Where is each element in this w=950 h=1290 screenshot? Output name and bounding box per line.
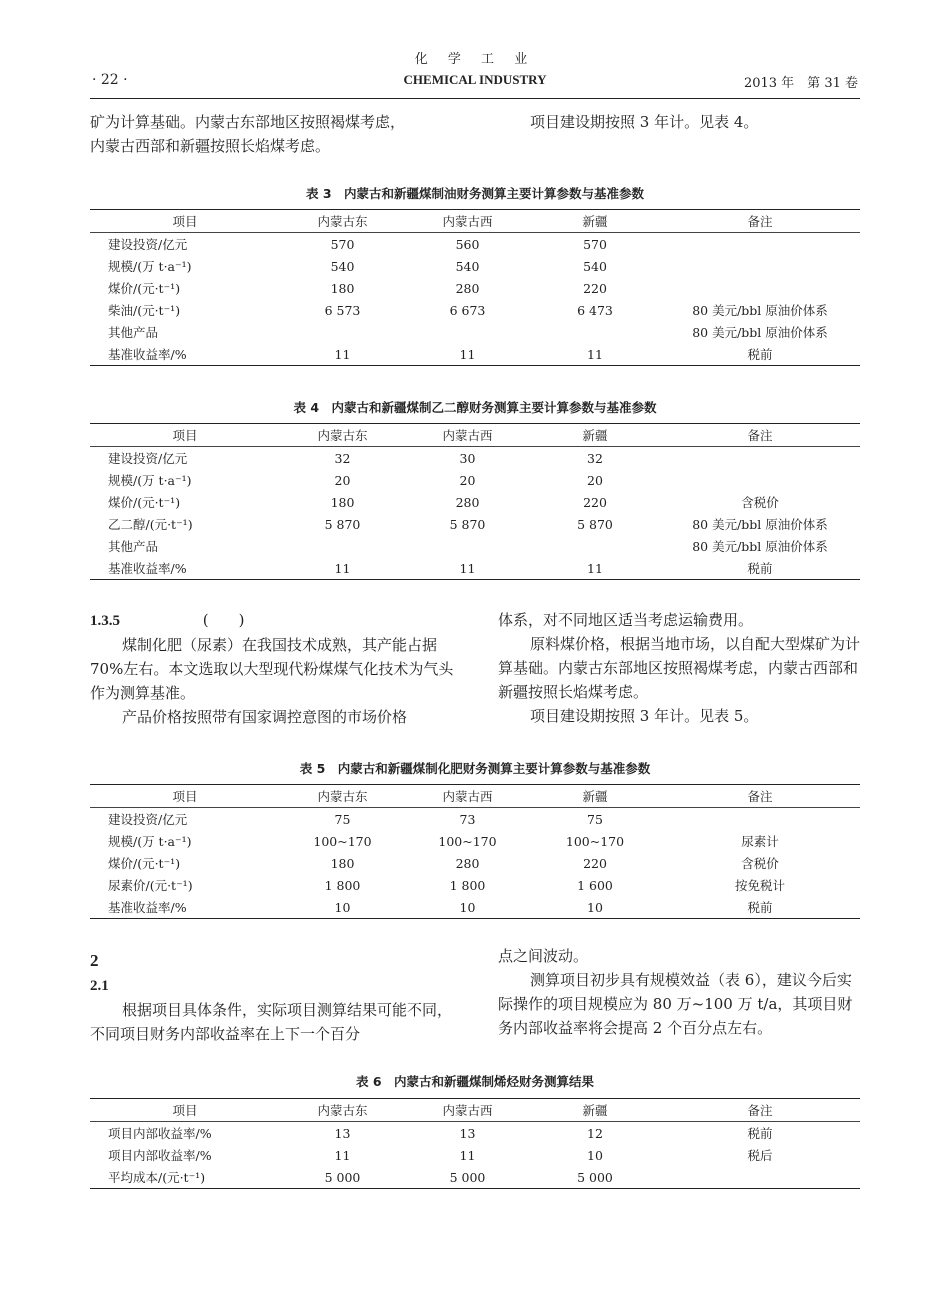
col-header: 项目 — [90, 210, 280, 233]
table-cell: 11 — [280, 343, 405, 366]
table-cell: 规模/(万 t·a⁻¹) — [108, 259, 192, 274]
table-cell: 按免税计 — [734, 878, 785, 893]
table-row — [90, 535, 860, 557]
table-cell: 税前 — [747, 1126, 773, 1141]
table-cell: 540 — [455, 258, 480, 274]
table-cell: 煤价/(元·t⁻¹) — [108, 495, 181, 510]
table-cell: 5 870 — [324, 516, 361, 532]
table5-caption: 表 5 内蒙古和新疆煤制化肥财务测算主要计算参数与基准参数 — [299, 761, 651, 776]
table-row — [90, 1166, 860, 1189]
table-cell: 80 美元/bbl 原油价体系 — [692, 539, 828, 554]
table-cell: 75 — [587, 811, 603, 827]
table-cell: 180 — [330, 280, 355, 296]
table-cell: 税前 — [660, 896, 860, 919]
table-row — [90, 852, 860, 874]
table-cell — [280, 321, 405, 343]
table-row — [90, 830, 860, 852]
table-cell: 项目内部收益率/% — [108, 1148, 212, 1163]
table-row — [90, 299, 860, 321]
table-cell: 柴油/(元·t⁻¹) — [108, 303, 181, 318]
table-cell: 13 — [459, 1125, 476, 1141]
table-row — [90, 491, 860, 513]
top-right-text: 项目建设期按照 3 年计。见表 4。 — [530, 113, 759, 131]
table-cell: 含税价 — [741, 495, 779, 510]
table-cell: 6 573 — [324, 302, 361, 318]
table-cell: 其他产品 — [108, 539, 159, 554]
paragraph: 原料煤价格，根据当地市场，以自配大型煤矿为计算基础。内蒙古东部地区按照褐煤考虑，内蒙古西部和新疆按照长焰煤考虑。 — [498, 635, 861, 701]
table5 — [90, 784, 860, 919]
col-header: 内蒙古东 — [280, 1099, 405, 1122]
table-cell — [405, 535, 530, 557]
paragraph: 测算项目初步具有规模效益（表 6），建议今后实际操作的项目规模应为 80 万~100 万 t/a，其项目财务内部收益率将会提高 2 个百分点左右。 — [498, 971, 853, 1037]
table-cell: 其他产品 — [108, 325, 159, 340]
table-cell: 规模/(万 t·a⁻¹) — [108, 473, 192, 488]
table-cell: 税前 — [660, 557, 860, 580]
table-cell: 10 — [405, 896, 530, 919]
journal-title-en: CHEMICAL INDUSTRY — [403, 72, 547, 87]
issue-info: 2013 年 第 31 卷 — [743, 76, 858, 91]
section-1-3-5-right — [498, 608, 860, 728]
table-cell: 建设投资/亿元 — [108, 237, 188, 252]
table-row — [90, 255, 860, 277]
table-cell: 含税价 — [741, 856, 779, 871]
table-cell: 平均成本/(元·t⁻¹) — [108, 1170, 206, 1185]
table6-caption: 表 6 内蒙古和新疆煤制烯烃财务测算结果 — [355, 1074, 595, 1089]
section-2-right — [498, 944, 860, 1040]
table-cell: 30 — [459, 450, 476, 466]
col-header: 内蒙古东 — [280, 210, 405, 233]
table-cell: 基准收益率/% — [108, 561, 187, 576]
table-cell: 基准收益率/% — [108, 900, 187, 915]
table-cell: 80 美元/bbl 原油价体系 — [692, 303, 828, 318]
table3 — [90, 209, 860, 366]
table-cell: 220 — [583, 280, 607, 296]
table-cell: 5 870 — [577, 516, 613, 532]
table-cell — [530, 535, 660, 557]
table-cell: 6 673 — [449, 302, 486, 318]
table-cell — [660, 1166, 860, 1189]
table-cell: 13 — [334, 1125, 351, 1141]
col-header: 新疆 — [530, 785, 660, 808]
section-heading — [90, 608, 460, 633]
table-cell: 6 473 — [577, 302, 613, 318]
section-title: ( ) — [202, 611, 245, 629]
table-cell: 建设投资/亿元 — [108, 451, 188, 466]
section-number: 1.3.5 — [90, 613, 120, 629]
table-cell: 5 870 — [449, 516, 486, 532]
table-row — [90, 447, 860, 470]
section-2-left — [90, 948, 460, 1046]
table-cell: 1 600 — [577, 877, 613, 893]
col-header: 内蒙古西 — [405, 424, 530, 447]
table-row — [90, 1122, 860, 1145]
table-row — [90, 808, 860, 831]
col-header: 内蒙古西 — [405, 1099, 530, 1122]
table-cell: 10 — [530, 896, 660, 919]
col-header: 项目 — [90, 1099, 280, 1122]
table-header-row — [90, 210, 860, 233]
table-cell: 11 — [334, 1147, 351, 1163]
table-cell: 1 800 — [449, 877, 486, 893]
table-cell: 5 000 — [405, 1166, 530, 1189]
section-1-3-5-left — [90, 608, 460, 729]
table-cell — [660, 808, 860, 831]
table-cell: 税后 — [747, 1148, 773, 1163]
table3-caption: 表 3 内蒙古和新疆煤制油财务测算主要计算参数与基准参数 — [305, 186, 645, 201]
col-header: 内蒙古西 — [405, 785, 530, 808]
table-row — [90, 1144, 860, 1166]
table-row — [90, 343, 860, 366]
table-cell — [660, 447, 860, 470]
table-cell: 20 — [334, 472, 351, 488]
table-cell: 220 — [583, 494, 607, 510]
table-cell: 100~170 — [438, 833, 497, 849]
table-cell — [660, 277, 860, 299]
table-cell: 乙二醇/(元·t⁻¹) — [108, 517, 193, 532]
table-cell: 11 — [405, 557, 530, 580]
col-header: 内蒙古西 — [405, 210, 530, 233]
table-cell: 180 — [330, 855, 355, 871]
paragraph: 点之间波动。 — [498, 947, 589, 965]
table-row — [90, 233, 860, 256]
table-cell: 20 — [587, 472, 603, 488]
table-cell: 项目内部收益率/% — [108, 1126, 212, 1141]
text-line: 内蒙古西部和新疆按照长焰煤考虑。 — [90, 137, 331, 155]
table4 — [90, 423, 860, 580]
table-cell: 煤价/(元·t⁻¹) — [108, 281, 181, 296]
paragraph: 煤制化肥（尿素）在我国技术成熟，其产能占据 70%左右。本文选取以大型现代粉煤煤气化技术为气头作为测算基准。 — [90, 636, 454, 702]
table-header-row — [90, 785, 860, 808]
table-cell: 10 — [587, 1147, 603, 1163]
table-cell: 570 — [583, 236, 607, 252]
table-cell: 280 — [455, 280, 480, 296]
table-cell: 73 — [459, 811, 476, 827]
table-cell: 540 — [583, 258, 607, 274]
table-row — [90, 896, 860, 919]
subsection-number: 2.1 — [90, 978, 109, 994]
table-cell: 规模/(万 t·a⁻¹) — [108, 834, 192, 849]
table-cell — [660, 469, 860, 491]
table-cell: 80 美元/bbl 原油价体系 — [692, 325, 828, 340]
table-cell: 280 — [455, 855, 480, 871]
table-cell — [280, 535, 405, 557]
table-cell: 基准收益率/% — [108, 347, 187, 362]
table-cell: 100~170 — [565, 833, 625, 849]
table-cell: 20 — [459, 472, 476, 488]
journal-title-cn: 化 学 工 业 — [414, 52, 536, 67]
table-cell: 560 — [455, 236, 480, 252]
col-header: 新疆 — [530, 424, 660, 447]
col-header: 内蒙古东 — [280, 424, 405, 447]
table-cell: 100~170 — [313, 833, 372, 849]
table-row — [90, 321, 860, 343]
col-header: 内蒙古东 — [280, 785, 405, 808]
table-cell: 570 — [330, 236, 355, 252]
table-cell — [405, 321, 530, 343]
table-cell: 煤价/(元·t⁻¹) — [108, 856, 181, 871]
text-line: 矿为计算基础。内蒙古东部地区按照褐煤考虑， — [90, 113, 406, 131]
paragraph: 根据项目具体条件，实际项目测算结果可能不同，不同项目财务内部收益率在上下一个百分 — [90, 1001, 453, 1043]
col-header: 备注 — [660, 785, 860, 808]
col-header: 项目 — [90, 424, 280, 447]
top-left-text — [90, 110, 460, 158]
table-cell: 32 — [587, 450, 603, 466]
header-rule — [90, 98, 860, 99]
table-row — [90, 277, 860, 299]
table-cell: 建设投资/亿元 — [108, 812, 188, 827]
table-cell: 75 — [334, 811, 351, 827]
paragraph: 体系，对不同地区适当考虑运输费用。 — [498, 611, 754, 629]
table-cell: 1 800 — [324, 877, 361, 893]
page-number: · 22 · — [92, 72, 128, 88]
table-cell — [660, 233, 860, 256]
table-row — [90, 513, 860, 535]
table-cell: 税前 — [660, 343, 860, 366]
paragraph: 产品价格按照带有国家调控意图的市场价格 — [122, 708, 408, 726]
table-cell: 540 — [330, 258, 355, 274]
table-cell: 11 — [280, 557, 405, 580]
table-header-row — [90, 1099, 860, 1122]
col-header: 备注 — [660, 1099, 860, 1122]
table-header-row — [90, 424, 860, 447]
table4-caption: 表 4 内蒙古和新疆煤制乙二醇财务测算主要计算参数与基准参数 — [293, 400, 657, 415]
table-cell: 10 — [280, 896, 405, 919]
table-cell: 32 — [334, 450, 351, 466]
table-cell: 尿素计 — [741, 834, 779, 849]
table-row — [90, 557, 860, 580]
table-cell: 5 000 — [280, 1166, 405, 1189]
col-header: 项目 — [90, 785, 280, 808]
table-cell: 80 美元/bbl 原油价体系 — [692, 517, 828, 532]
table-cell: 尿素价/(元·t⁻¹) — [108, 878, 193, 893]
table-cell: 11 — [530, 557, 660, 580]
table-cell: 280 — [455, 494, 480, 510]
section-number: 2 — [90, 951, 99, 970]
table-cell: 11 — [530, 343, 660, 366]
paragraph: 项目建设期按照 3 年计。见表 5。 — [530, 707, 759, 725]
table-cell — [530, 321, 660, 343]
table-cell: 180 — [330, 494, 355, 510]
table-cell: 11 — [405, 343, 530, 366]
col-header: 备注 — [660, 424, 860, 447]
col-header: 新疆 — [530, 1099, 660, 1122]
table-cell: 11 — [459, 1147, 476, 1163]
table-row — [90, 469, 860, 491]
table-cell: 5 000 — [530, 1166, 660, 1189]
table-cell: 12 — [587, 1125, 603, 1141]
table-row — [90, 874, 860, 896]
table-cell — [660, 255, 860, 277]
col-header: 备注 — [660, 210, 860, 233]
col-header: 新疆 — [530, 210, 660, 233]
table6 — [90, 1098, 860, 1189]
table-cell: 220 — [583, 855, 607, 871]
